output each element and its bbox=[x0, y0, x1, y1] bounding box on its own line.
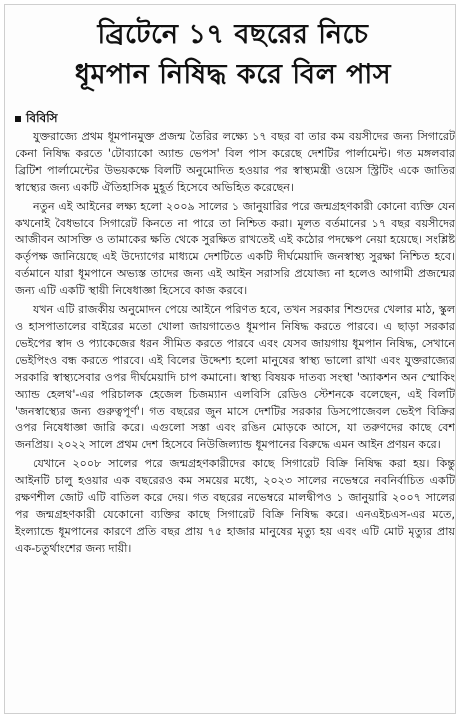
bullet-icon bbox=[15, 116, 21, 122]
paragraph-3: যখন এটি রাজকীয় অনুমোদন পেয়ে আইনে পরিণত হবে, তখন সরকার শিশুদের খেলার মাঠ, স্কুল ও হাসপাতালের বাইরের মতো খোলা জায়গাতেও ধূমপান নিষিদ্ধ করতে পারবে। এ ছাড়া সরকার ভেইপের স্বাদ ও প্যাকেজের ধরন সীমিত করতে পারবে এবং যেসব জায়গায় ধূমপান নিষিদ্ধ, সেখানে ভেইপিংও বন্ধ করতে পারবে। এই বিলের উদ্দেশ্য হলো মানুষের স্বাস্থ্য ভালো রাখা এবং যুক্তরাজ্যের সরকারি স্বাস্থ্যসেবার ওপর দীর্ঘমেয়াদি চাপ কমানো। স্বাস্থ্য বিষয়ক দাতব্য সংস্থা 'অ্যাকশন অন স্মোকিং অ্যান্ড হেলথ'-এর পরিচালক হেজেল চিজম্যান এলবিসি রেডিও স্টেশনকে বলেছেন, এই বিলটি 'জনস্বাস্থ্যের জন্য গুরুত্বপূর্ণ'। গত বছরের জুন মাসে দেশটির সরকার ডিসপোজেবল ভেইপ বিক্রির ওপর নিষেধাজ্ঞা জারি করে। এগুলো সস্তা এবং রঙিন মোড়কে আসে, যা তরুণদের কাছে বেশ জনপ্রিয়। ২০২২ সালে প্রথম দেশ হিসেবে নিউজিল্যান্ড ধূমপানের বিরুদ্ধে এমন আইন প্রণয়ন করে। bbox=[15, 303, 455, 452]
article-body bbox=[15, 129, 455, 713]
paragraph-2: নতুন এই আইনের লক্ষ্য হলো ২০০৯ সালের ১ জানুয়ারির পরে জন্মগ্রহণকারী কোনো ব্যক্তি যেন কখনোই বৈধভাবে সিগারেট কিনতে না পারে তা নিশ্চিত করা। মূলত বর্তমানের ১৭ বছর বয়সীদের আজীবন আসক্তি ও তামাকের ক্ষতি থেকে সুরক্ষিত রাখতেই এই কঠোর পদক্ষেপ নেয়া হয়েছে। সংশ্লিষ্ট কর্তৃপক্ষ জানিয়েছে এই উদ্যোগের মাধ্যমে দেশটিতে একটি দীর্ঘমেয়াদি জনস্বাস্থ্য সুরক্ষা নিশ্চিত হবে। বর্তমানে যারা ধূমপানে অভ্যস্ত তাদের জন্য এই আইন সরাসরি প্রযোজ্য না হলেও আগামী প্রজন্মের জন্য এটি একটি স্থায়ী নিষেধাজ্ঞা হিসেবে কাজ করবে। bbox=[15, 199, 455, 298]
headline-line-1: ব্রিটেনে ১৭ বছরের নিচে bbox=[97, 19, 369, 50]
article-frame bbox=[4, 4, 456, 714]
paragraph-4: যেখানে ২০০৮ সালের পরে জন্মগ্রহণকারীদের কাছে সিগারেট বিক্রি নিষিদ্ধ করা হয়। কিন্তু আইনটি চালু হওয়ার এক বছরেরও কম সময়ের মধ্যে, ২০২৩ সালের নভেম্বরে নবনির্বাচিত একটি রক্ষণশীল জোট এটি বাতিল করে দেয়। গত বছরের নভেম্বরে মালদ্বীপও ১ জানুয়ারি ২০০৭ সালের পর জন্মগ্রহণকারী যেকোনো ব্যক্তির কাছে সিগারেট বিক্রি নিষিদ্ধ করে। এনএইচএস-এর মতে, ইংল্যান্ডে ধূমপানের কারণে প্রতি বছর প্রায় ৭৫ হাজার মানুষের মৃত্যু হয় এবং এটি মোট মৃত্যুর প্রায় এক-চতুর্থাংশের জন্য দায়ী। bbox=[15, 457, 455, 555]
headline-line-2: ধূমপান নিষিদ্ধ করে বিল পাস bbox=[74, 59, 392, 90]
byline bbox=[15, 110, 58, 130]
byline-source: বিবিসি bbox=[26, 111, 58, 125]
paragraph-1: যুক্তরাজ্যে প্রথম ধূমপানমুক্ত প্রজন্ম তৈরির লক্ষ্যে ১৭ বছর বা তার কম বয়সীদের জন্য সিগারেট কেনা নিষিদ্ধ করতে 'টোব্যাকো অ্যান্ড ভেপস' বিল পাস করেছে দেশটির পার্লামেন্ট। গত মঙ্গলবার ব্রিটিশ পার্লামেন্টের উভয়কক্ষে বিলটি অনুমোদিত হওয়ার পর স্বাস্থ্যমন্ত্রী ওয়েস স্ট্রিটিং একে জাতির স্বাস্থ্যের জন্য একটি ঐতিহাসিক মুহূর্ত হিসেবে অভিহিত করেছেন। bbox=[15, 130, 455, 194]
article-headline bbox=[13, 15, 453, 95]
